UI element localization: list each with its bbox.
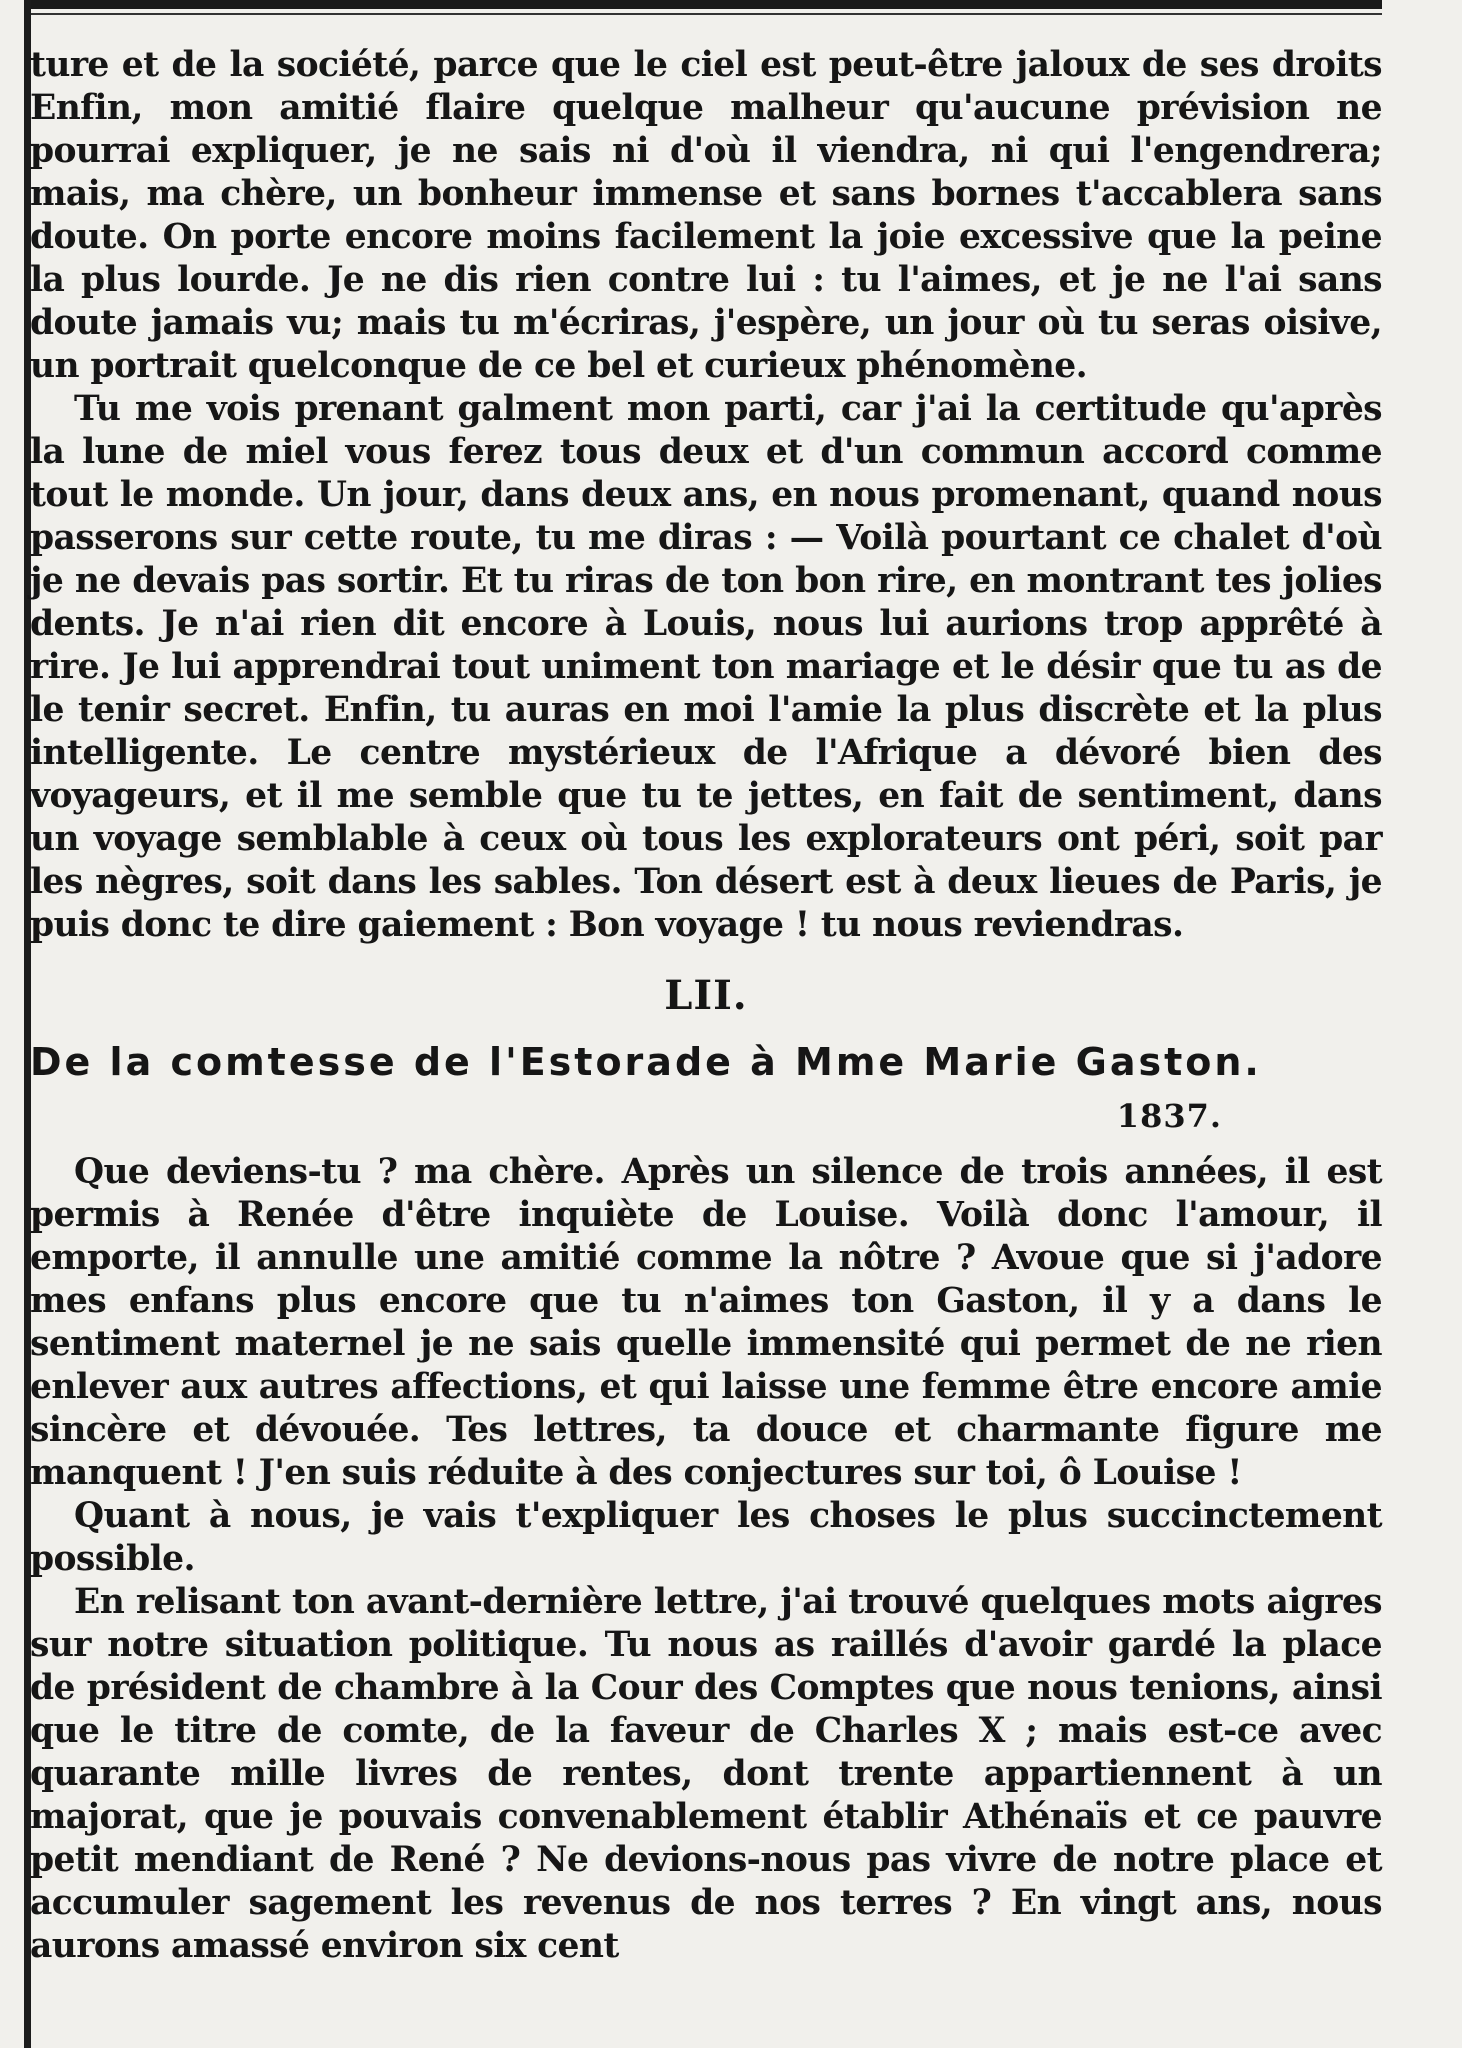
top-rule-thin (30, 13, 1382, 15)
paragraph: Que deviens-tu ? ma chère. Après un silence de trois années, il est permis à Renée d'être inquiète de Louise. Voilà donc l'amour, il emporte, il annulle une amitié comme la nôtre ? Avoue que si j'adore mes enfans plus encore que tu n'aimes ton Gaston, il y a dans le sentiment maternel je ne sais quelle immensité qui permet de ne rien enlever aux autres affections, et qui laisse une femme être encore amie sincère et dévouée. Tes lettres, ta douce et charmante figure me manquent ! J'en suis réduite à des conjectures sur toi, ô Louise ! (30, 1152, 1382, 1493)
paragraph: ture et de la société, parce que le ciel est peut-être jaloux de ses droits Enfin, mon amitié flaire quelque malheur qu'aucune prévision ne pourrai expliquer, je ne sais ni d'où il viendra, ni qui l'engendrera; mais, ma chère, un bonheur immense et sans bornes t'accablera sans doute. On porte encore moins facilement la joie excessive que la peine la plus lourde. Je ne dis rien contre lui : tu l'aimes, et je ne l'ai sans doute jamais vu; mais tu m'écriras, j'espère, un jour où tu seras oisive, un portrait quelconque de ce bel et curieux phénomène. (30, 45, 1382, 386)
letter-title: De la comtesse de l'Estorade à Mme Marie Gaston. (30, 1040, 1262, 1084)
top-rule (30, 0, 1382, 9)
paragraph: Quant à nous, je vais t'expliquer les choses le plus succinctement possible. (30, 1496, 1382, 1579)
text-column (30, 44, 1382, 1968)
paragraph: Tu me vois prenant galment mon parti, car j'ai la certitude qu'après la lune de miel vous ferez tous deux et d'un commun accord comme tout le monde. Un jour, dans deux ans, en nous promenant, quand nous passerons sur cette route, tu me diras : — Voilà pourtant ce chalet d'où je ne devais pas sortir. Et tu riras de ton bon rire, en montrant tes jolies dents. Je n'ai rien dit encore à Louis, nous lui aurions trop apprêté à rire. Je lui apprendrai tout uniment ton mariage et le désir que tu as de le tenir secret. Enfin, tu auras en moi l'amie la plus discrète et la plus intelligente. Le centre mystérieux de l'Afrique a dévoré bien des voyageurs, et il me semble que tu te jettes, en fait de sentiment, dans un voyage semblable à ceux où tous les explorateurs ont péri, soit par les nègres, soit dans les sables. Ton désert est à deux lieues de Paris, je puis donc te dire gaiement : Bon voyage ! tu nous reviendras. (30, 389, 1382, 945)
paragraph: En relisant ton avant-dernière lettre, j'ai trouvé quelques mots aigres sur notre situation politique. Tu nous as raillés d'avoir gardé la place de président de chambre à la Cour des Comptes que nous tenions, ainsi que le titre de comte, de la faveur de Charles X ; mais est-ce avec quarante mille livres de rentes, dont trente appartiennent à un majorat, que je pouvais convenablement établir Athénaïs et ce pauvre petit mendiant de René ? Ne devions-nous pas vivre de notre place et accumuler sagement les revenus de nos terres ? En vingt ans, nous aurons amassé environ six cent (30, 1582, 1382, 1966)
letter-date: 1837. (1116, 1097, 1222, 1135)
letter-number: LII. (664, 972, 748, 1019)
